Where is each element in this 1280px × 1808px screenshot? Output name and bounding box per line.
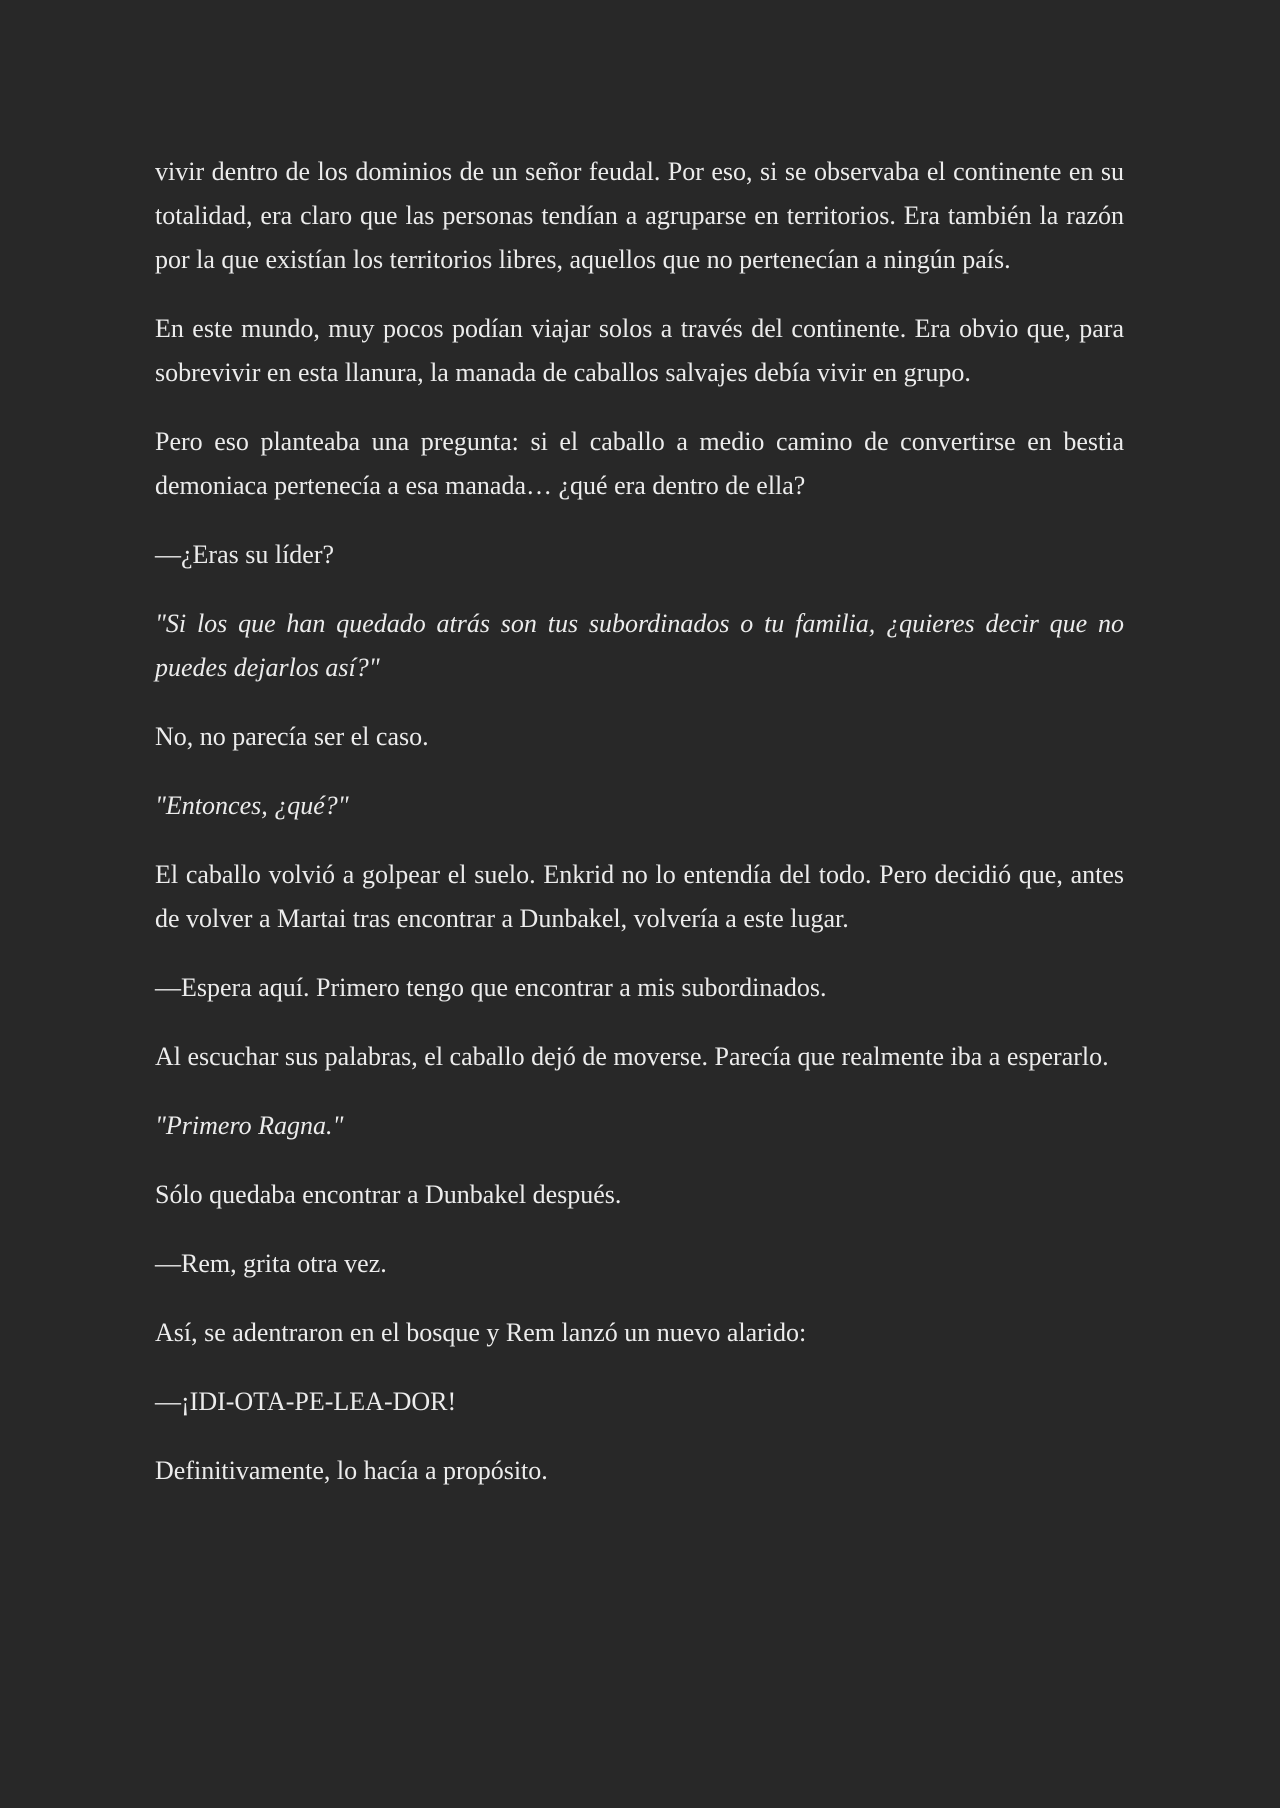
thought-line: "Primero Ragna." xyxy=(155,1111,344,1140)
thought-line: "Si los que han quedado atrás son tus subordinados o tu familia, ¿quieres decir que no puedes dejarlos así?" xyxy=(155,609,1124,682)
dialogue-line: —Rem, grita otra vez. xyxy=(155,1249,387,1278)
paragraph: Pero eso planteaba una pregunta: si el caballo a medio camino de convertirse en bestia demoniaca pertenecía a esa manada… ¿qué era dentro de ella? xyxy=(155,427,1124,500)
paragraph: Definitivamente, lo hacía a propósito. xyxy=(155,1456,548,1485)
paragraph: vivir dentro de los dominios de un señor feudal. Por eso, si se observaba el continente en su totalidad, era claro que las personas tendían a agruparse en territorios. Era también la razón por la que existían los territorios libres, aquellos que no pertenecían a ningún país. xyxy=(155,157,1124,274)
document-body xyxy=(155,150,1124,1518)
dialogue-line: —¡IDI-OTA-PE-LEA-DOR! xyxy=(155,1387,457,1416)
paragraph: El caballo volvió a golpear el suelo. Enkrid no lo entendía del todo. Pero decidió que, antes de volver a Martai tras encontrar a Dunbakel, volvería a este lugar. xyxy=(155,860,1124,933)
dialogue-line: —¿Eras su líder? xyxy=(155,540,335,569)
paragraph: Sólo quedaba encontrar a Dunbakel después. xyxy=(155,1180,622,1209)
paragraph: Así, se adentraron en el bosque y Rem lanzó un nuevo alarido: xyxy=(155,1318,807,1347)
paragraph: En este mundo, muy pocos podían viajar solos a través del continente. Era obvio que, para sobrevivir en esta llanura, la manada de caballos salvajes debía vivir en grupo. xyxy=(155,314,1124,387)
paragraph: Al escuchar sus palabras, el caballo dejó de moverse. Parecía que realmente iba a esperarlo. xyxy=(155,1042,1109,1071)
dialogue-line: —Espera aquí. Primero tengo que encontrar a mis subordinados. xyxy=(155,973,827,1002)
paragraph: No, no parecía ser el caso. xyxy=(155,722,429,751)
thought-line: "Entonces, ¿qué?" xyxy=(155,791,349,820)
